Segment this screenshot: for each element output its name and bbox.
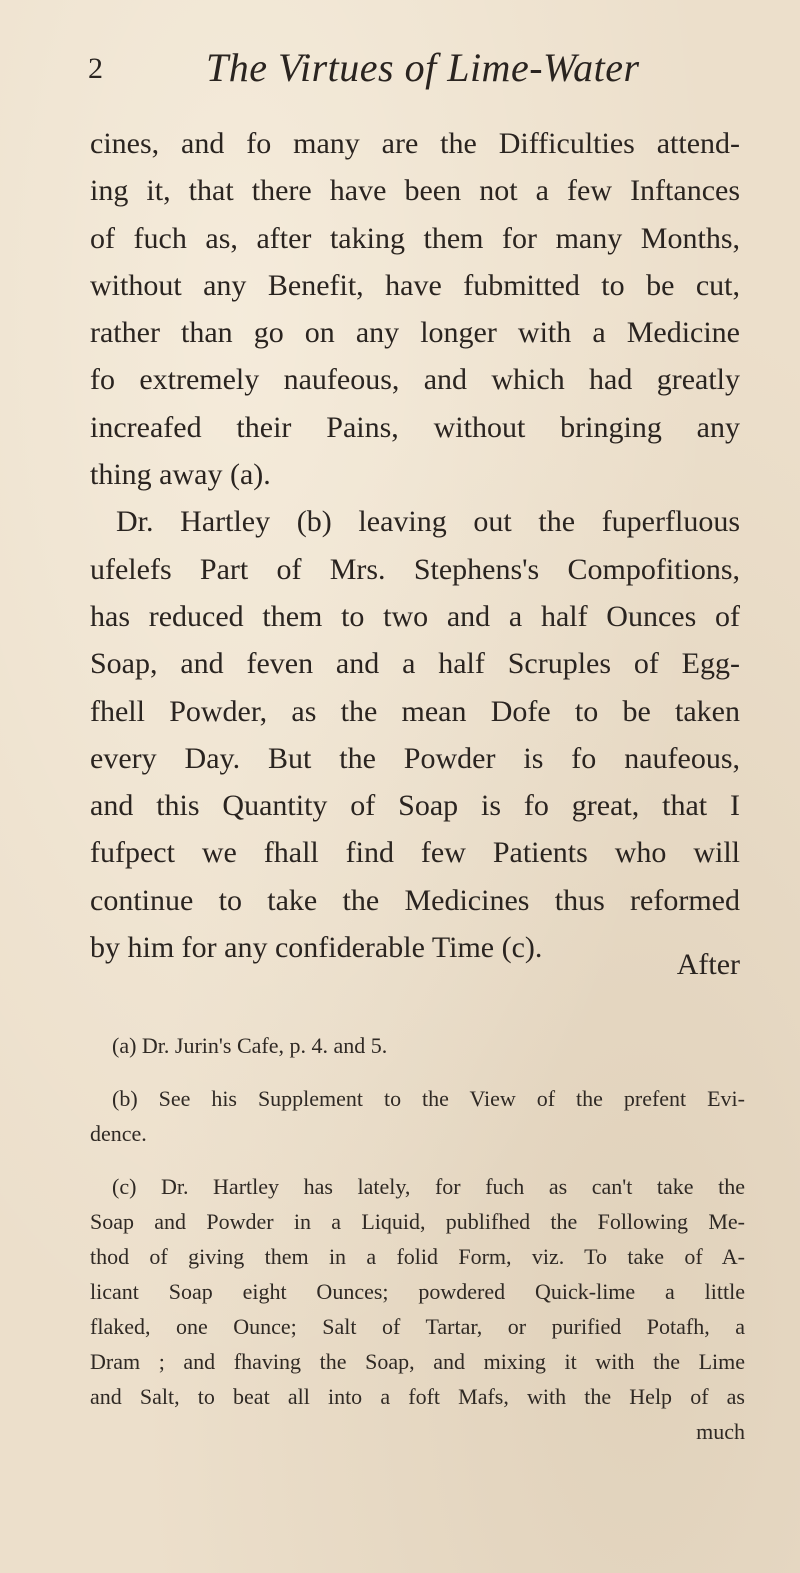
footnote-c: (c) Dr. Hartley has lately, for fuch as can't take the	[112, 1174, 745, 1199]
body-line: ing it, that there have been not a few Inftances	[90, 174, 740, 208]
body-text	[90, 120, 740, 971]
running-head	[88, 38, 748, 98]
running-title: The Virtues of Lime-Water	[206, 45, 640, 90]
body-line: without any Benefit, have fubmitted to be cut,	[90, 268, 740, 302]
footnote-c-line: and Salt, to beat all into a foft Mafs, with the Help of as	[90, 1384, 745, 1409]
body-line: by him for any confiderable Time (c).	[90, 931, 543, 965]
footnote-catchword: much	[696, 1419, 745, 1444]
body-line: fhell Powder, as the mean Dofe to be taken	[90, 694, 740, 728]
body-line: cines, and fo many are the Difficulties attend-	[90, 127, 740, 160]
footnote-c-line: flaked, one Ounce; Salt of Tartar, or purified Potafh, a	[90, 1314, 745, 1339]
footnote-c-line: Soap and Powder in a Liquid, publifhed the Following Me-	[90, 1209, 745, 1234]
body-line: fo extremely naufeous, and which had greatly	[90, 363, 740, 397]
body-line: ufelefs Part of Mrs. Stephens's Compofitions,	[90, 552, 740, 586]
page-number: 2	[88, 52, 103, 85]
body-line: thing away (a).	[90, 458, 271, 492]
footnote-c-line: licant Soap eight Ounces; powdered Quick-lime a little	[90, 1279, 745, 1304]
footnote-b-cont: dence.	[90, 1121, 147, 1146]
body-line: increafed their Pains, without bringing any	[90, 410, 740, 444]
footnote-c-line: thod of giving them in a folid Form, viz. To take of A-	[90, 1244, 745, 1269]
body-line: Dr. Hartley (b) leaving out the fuperfluous	[116, 505, 740, 539]
footnote-b: (b) See his Supplement to the View of the prefent Evi-	[112, 1086, 745, 1111]
footnotes	[90, 1028, 745, 1449]
body-line: every Day. But the Powder is fo naufeous,	[90, 741, 740, 775]
body-line: continue to take the Medicines thus reformed	[90, 883, 740, 917]
body-line: has reduced them to two and a half Ounces of	[90, 599, 740, 633]
body-line: fufpect we fhall find few Patients who will	[90, 836, 740, 870]
body-line: rather than go on any longer with a Medicine	[90, 316, 740, 350]
body-line: of fuch as, after taking them for many Months,	[90, 221, 740, 255]
body-line: Soap, and feven and a half Scruples of Egg-	[90, 647, 740, 681]
footnote-c-line: Dram ; and fhaving the Soap, and mixing it with the Lime	[90, 1349, 745, 1374]
footnote-a: (a) Dr. Jurin's Cafe, p. 4. and 5.	[112, 1033, 388, 1058]
body-line: and this Quantity of Soap is fo great, that I	[90, 789, 740, 823]
catchword: After	[676, 948, 740, 981]
